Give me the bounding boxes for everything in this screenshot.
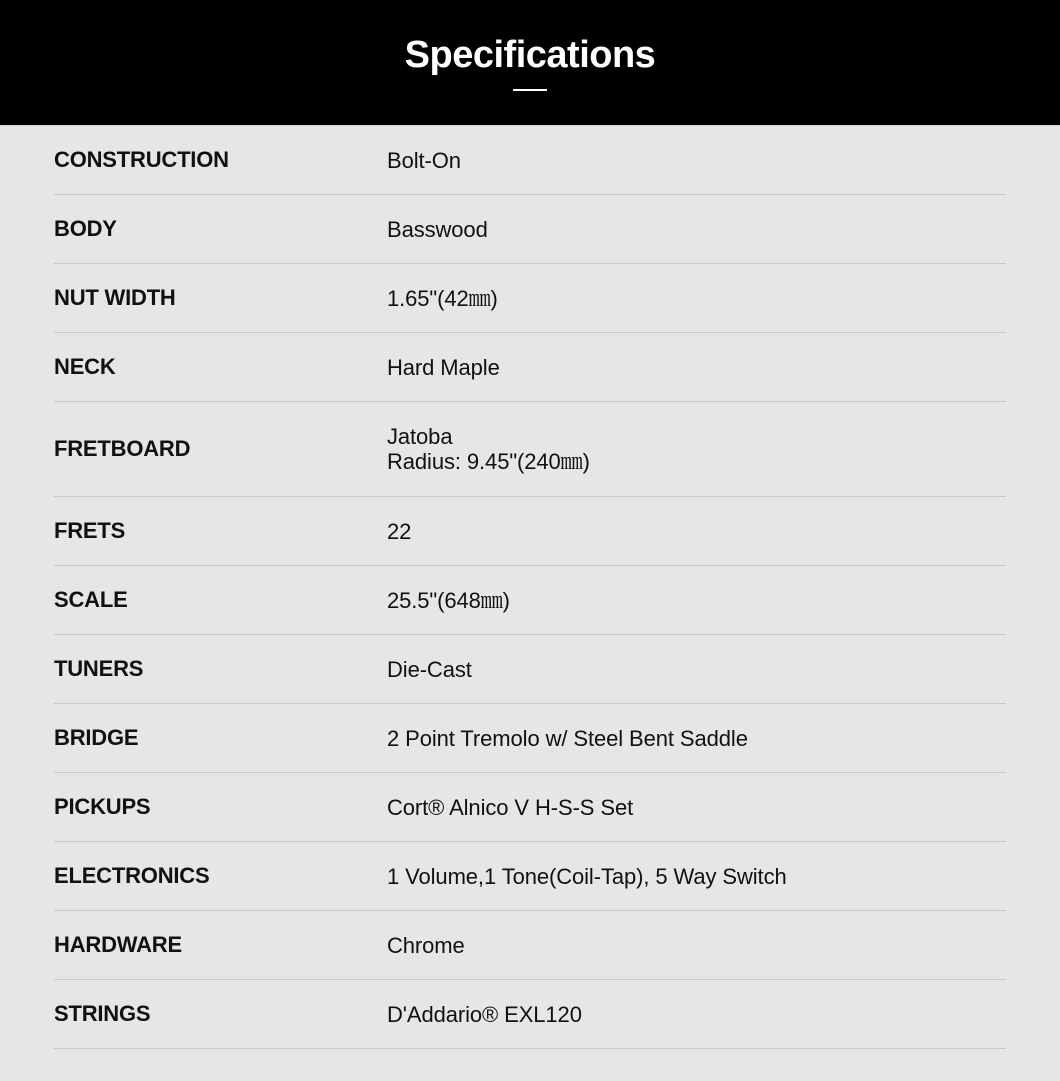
spec-label: ELECTRONICS [54,863,210,888]
spec-row-electronics [54,842,1006,911]
spec-value-line: Jatoba [387,424,453,449]
spec-label: NUT WIDTH [54,285,176,310]
spec-value-line: 25.5"(648㎜) [387,587,510,613]
page-title: Specifications [404,34,656,76]
spec-value [387,286,1006,311]
spec-value [387,933,1006,958]
spec-value [387,1002,1006,1027]
title-underline [513,89,547,91]
spec-label: CONSTRUCTION [54,147,229,172]
spec-value [387,864,1006,889]
spec-value-line: Basswood [387,216,488,242]
spec-row-bridge [54,704,1006,773]
spec-row-construction [54,126,1006,195]
spec-value [387,148,1006,173]
spec-value-line: Die-Cast [387,656,472,682]
specifications-header [0,0,1060,125]
spec-row-tuners [54,635,1006,704]
spec-row-pickups [54,773,1006,842]
spec-label: HARDWARE [54,932,182,957]
spec-label: SCALE [54,587,128,612]
spec-label: FRETS [54,518,126,543]
spec-value-line: Bolt-On [387,147,461,173]
spec-row-scale [54,566,1006,635]
spec-row-hardware [54,911,1006,980]
spec-value [387,657,1006,682]
spec-label: NECK [54,354,116,379]
spec-label: BODY [54,216,117,241]
spec-label: FRETBOARD [54,436,191,461]
spec-value-line: 1 Volume,1 Tone(Coil-Tap), 5 Way Switch [387,863,787,889]
spec-value-line: Radius: 9.45"(240㎜) [387,449,590,474]
spec-value [387,217,1006,242]
spec-value [387,795,1006,820]
spec-value-line: Cort® Alnico V H-S-S Set [387,794,634,820]
spec-label: PICKUPS [54,794,151,819]
spec-value [387,726,1006,751]
spec-row-neck [54,333,1006,402]
spec-row-strings [54,980,1006,1049]
spec-value-line: 2 Point Tremolo w/ Steel Bent Saddle [387,725,748,751]
spec-row-nut-width [54,264,1006,333]
spec-row-frets [54,497,1006,566]
spec-label: BRIDGE [54,725,139,750]
spec-value-line: Hard Maple [387,354,500,380]
spec-row-fretboard [54,402,1006,497]
spec-row-body [54,195,1006,264]
specifications-section [0,125,1060,1081]
spec-value [387,588,1006,613]
spec-value-line: D'Addario® EXL120 [387,1001,582,1027]
spec-value-line: 22 [387,518,412,544]
spec-value-line: Chrome [387,932,465,958]
spec-table [54,126,1006,1049]
spec-label: STRINGS [54,1001,151,1026]
spec-value [387,355,1006,380]
spec-value-line: 1.65"(42㎜) [387,285,498,311]
spec-value [387,519,1006,544]
spec-label: TUNERS [54,656,144,681]
spec-value [387,424,1006,474]
